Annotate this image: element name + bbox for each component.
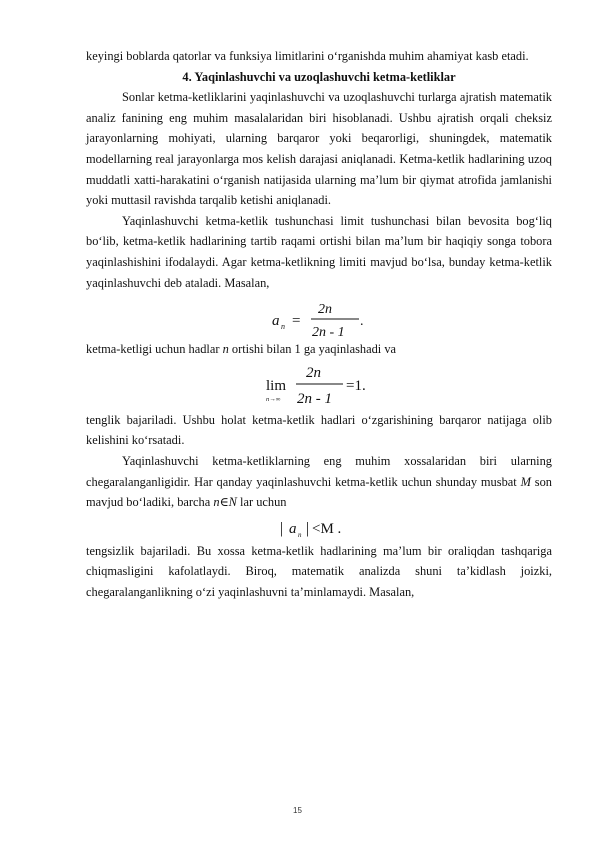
page-number: 15 (293, 806, 302, 815)
paragraph-6: tengsizlik bajariladi. Bu xossa ketma-ketlik hadlarining ma’lum bir oraliqdan tashqariga chiqmasligini kafolatlaydi. Biroq, matematik analizda shuni ta’kidlash joizki, chegaralanganlikning o‘zi yaqinlashuvni ta’minlamaydi. Masalan, (86, 543, 552, 599)
abs-bar-left: | (280, 519, 284, 537)
formula-denominator: 2n - 1 (312, 325, 345, 340)
formula-period: . (360, 314, 364, 330)
paragraph-3: ketma-ketligi uchun hadlar n ortishi bilan 1 ga yaqinlashadi va (86, 342, 397, 357)
limit-denominator: 2n - 1 (297, 390, 332, 407)
formula-sequence (86, 293, 552, 339)
paragraph-1: Sonlar ketma-ketliklarini yaqinlashuvchi va uzoqlashuvchi turlarga ajratish matematik analiz fanining eng muhim masalalaridan biri hisoblanadi. Ushbu ajratish orqali cheksiz jarayonlarning mohiyati, ularning barqaror yoki beqarorligi, shuningdek, matematik modellarning real jarayonlarga mos kelish darajasi aniqlanadi. Ketma-ketlik hadlarining uzoq muddatli xatti-harakatini o‘rganish natijasida ularning ma’lum bir qiymat atrofida jamlanishi yoki muttasil ravishda tarqalib ketishi aniqlanadi. (86, 90, 552, 208)
section-heading: 4. Yaqinlashuvchi va uzoqlashuvchi ketma-ketliklar (182, 69, 456, 84)
bound-rhs: <M . (312, 520, 342, 537)
formula-a: a (272, 313, 280, 330)
limit-numerator: 2n (306, 364, 321, 381)
formula-limit (86, 360, 552, 410)
abs-bar-right: | (306, 519, 310, 537)
limit-symbol: lim (266, 377, 287, 394)
paragraph-5: Yaqinlashuvchi ketma-ketliklarning eng muhim xossalaridan biri ularning chegaralanganligidir. Har qanday yaqinlashuvchi ketma-ketlik uchun shunday musbat M son mavjud bo‘ladiki, barcha n∈N lar uchun (86, 453, 553, 510)
bound-sub-n: n (298, 530, 302, 539)
limit-result: =1. (346, 377, 366, 394)
formula-equals: = (292, 313, 301, 330)
limit-subscript: n→∞ (266, 395, 281, 403)
paragraph-intro: keyingi boblarda qatorlar va funksiya limitlarini o‘rganishda muhim ahamiyat kasb etadi. (86, 49, 529, 63)
formula-numerator: 2n (318, 302, 332, 318)
formula-sub-n: n (281, 322, 285, 332)
paragraph-2: Yaqinlashuvchi ketma-ketlik tushunchasi limit tushunchasi bilan bevosita bog‘liq bo‘lib, ketma-ketlik hadlarining tartib raqami ortishi bilan ma’lum bir haqiqiy songa tobora yaqinlashishini ifodalaydi. Agar ketma-ketlikning limiti mavjud bo‘lsa, bunday ketma-ketlik yaqinlashuvchi deb ataladi. Masalan, (86, 213, 552, 290)
paragraph-4: tenglik bajariladi. Ushbu holat ketma-ketlik hadlari o‘zgarishining barqaror natijaga olib kelishini ko‘rsatadi. (86, 412, 552, 448)
page-body (86, 46, 552, 602)
bound-a: a (289, 520, 297, 537)
formula-bound (86, 513, 552, 541)
